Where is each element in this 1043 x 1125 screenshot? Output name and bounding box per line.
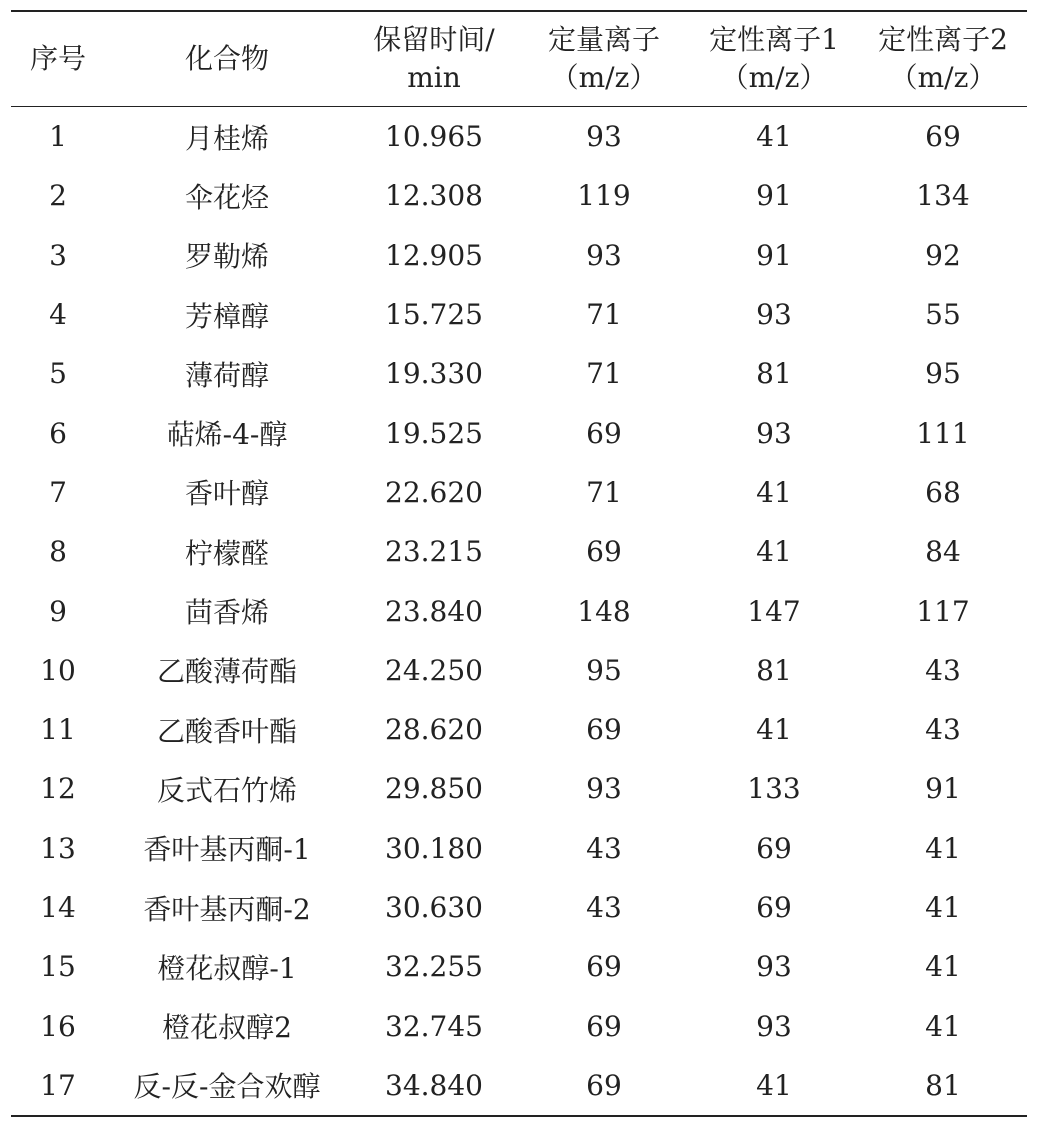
cell-compound: 香叶醇: [184, 477, 269, 511]
cell-compound: 薄荷醇: [184, 358, 269, 392]
header-retention-time-label: 保留时间/: [373, 23, 495, 56]
cell-index: 6: [49, 416, 67, 450]
cell-retention-time: 22.620: [385, 475, 483, 509]
table-row: [11, 641, 1027, 700]
cell-qual-ion-2: 41: [925, 831, 961, 865]
cell-retention-time: 10.965: [385, 120, 483, 154]
cell-qual-ion-2: 117: [916, 594, 970, 628]
cell-qual-ion-2: 111: [916, 416, 970, 450]
cell-qual-ion-1: 147: [747, 594, 801, 628]
cell-compound: 乙酸薄荷酯: [156, 655, 297, 689]
cell-quant-ion: 69: [586, 1009, 622, 1043]
table-row: [11, 759, 1027, 818]
table-row: [11, 700, 1027, 759]
cell-compound: 伞花烃: [184, 180, 269, 214]
header-cell-qual-ion-1: [689, 11, 859, 107]
cell-index: 14: [40, 891, 76, 924]
cell-quant-ion: 93: [586, 238, 622, 272]
table-row: [11, 878, 1027, 937]
cell-qual-ion-2: 81: [925, 1068, 961, 1102]
cell-retention-time: 24.250: [385, 653, 483, 687]
cell-retention-time: 19.330: [385, 357, 483, 391]
cell-compound: 反式石竹烯: [156, 773, 297, 807]
cell-quant-ion: 43: [586, 831, 622, 865]
cell-retention-time: 34.840: [385, 1068, 483, 1102]
header-cell-quant-ion: [519, 11, 689, 107]
cell-qual-ion-1: 41: [756, 535, 792, 569]
header-row: [11, 11, 1027, 107]
cell-retention-time: 30.630: [385, 891, 483, 924]
cell-quant-ion: 93: [586, 120, 622, 154]
cell-index: 2: [49, 179, 67, 213]
header-compound-label: 化合物: [184, 42, 269, 75]
cell-index: 5: [49, 357, 67, 391]
table-row: [11, 285, 1027, 344]
table-row: [11, 996, 1027, 1055]
cell-qual-ion-2: 84: [925, 535, 961, 569]
cell-qual-ion-2: 95: [925, 357, 961, 391]
header-index-label: 序号: [29, 42, 86, 75]
cell-retention-time: 29.850: [385, 772, 483, 806]
header-qual-ion-2-label: 定性离子2: [878, 23, 1008, 56]
cell-qual-ion-2: 68: [925, 475, 961, 509]
cell-qual-ion-1: 41: [756, 713, 792, 747]
cell-quant-ion: 69: [586, 713, 622, 747]
table-row: [11, 522, 1027, 581]
cell-retention-time: 30.180: [385, 831, 483, 865]
cell-qual-ion-2: 92: [925, 238, 961, 272]
cell-index: 3: [49, 238, 67, 272]
cell-quant-ion: 69: [586, 1068, 622, 1102]
cell-retention-time: 19.525: [385, 416, 483, 450]
table-row: [11, 581, 1027, 640]
cell-quant-ion: 119: [577, 179, 631, 213]
header-cell-compound: [105, 11, 349, 107]
header-retention-time-unit: min: [407, 61, 461, 94]
cell-compound: 香叶基丙酮-1: [143, 833, 311, 867]
cell-qual-ion-1: 41: [756, 475, 792, 509]
cell-qual-ion-1: 93: [756, 1009, 792, 1043]
header-quant-ion-label: 定量离子: [547, 23, 660, 56]
cell-index: 8: [49, 535, 67, 569]
cell-retention-time: 12.905: [385, 238, 483, 272]
cell-retention-time: 23.215: [385, 535, 483, 569]
cell-index: 12: [40, 772, 76, 806]
cell-qual-ion-2: 43: [925, 713, 961, 747]
cell-retention-time: 12.308: [385, 179, 483, 213]
cell-index: 7: [49, 475, 67, 509]
cell-quant-ion: 71: [586, 298, 622, 332]
cell-compound: 月桂烯: [184, 121, 269, 155]
cell-index: 13: [40, 831, 76, 865]
cell-index: 11: [40, 713, 76, 747]
cell-quant-ion: 148: [577, 594, 631, 628]
table-row: [11, 463, 1027, 522]
cell-retention-time: 23.840: [385, 594, 483, 628]
cell-compound: 柠檬醛: [184, 536, 269, 570]
table-header: [11, 11, 1027, 107]
cell-compound: 橙花叔醇-1: [157, 951, 297, 985]
table-row: [11, 937, 1027, 996]
cell-qual-ion-2: 41: [925, 891, 961, 924]
cell-quant-ion: 95: [586, 653, 622, 687]
cell-qual-ion-2: 134: [916, 179, 970, 213]
header-cell-qual-ion-2: [859, 11, 1027, 107]
cell-qual-ion-1: 93: [756, 416, 792, 450]
cell-qual-ion-1: 81: [756, 357, 792, 391]
cell-quant-ion: 69: [586, 950, 622, 984]
table-row: [11, 166, 1027, 225]
header-cell-index: [11, 11, 105, 107]
table-row: [11, 1056, 1027, 1116]
cell-compound: 芳樟醇: [184, 299, 269, 333]
cell-quant-ion: 71: [586, 357, 622, 391]
cell-quant-ion: 69: [586, 535, 622, 569]
cell-quant-ion: 43: [586, 891, 622, 924]
cell-compound: 橙花叔醇2: [162, 1011, 292, 1045]
cell-qual-ion-2: 55: [925, 298, 961, 332]
header-qual-ion-1-unit: （m/z）: [720, 61, 828, 94]
cell-index: 16: [40, 1009, 76, 1043]
cell-retention-time: 32.745: [385, 1009, 483, 1043]
cell-qual-ion-1: 69: [756, 891, 792, 924]
header-cell-retention-time: [349, 11, 519, 107]
compound-table: [11, 10, 1027, 1117]
cell-qual-ion-1: 133: [747, 772, 801, 806]
table-body: [11, 107, 1027, 1117]
cell-compound: 反-反-金合欢醇: [133, 1070, 321, 1104]
cell-compound: 香叶基丙酮-2: [143, 892, 311, 926]
table-row: [11, 344, 1027, 403]
cell-compound: 茴香烯: [184, 596, 269, 630]
cell-qual-ion-2: 69: [925, 120, 961, 154]
cell-qual-ion-1: 91: [756, 179, 792, 213]
cell-qual-ion-1: 69: [756, 831, 792, 865]
cell-retention-time: 28.620: [385, 713, 483, 747]
cell-compound: 乙酸香叶酯: [156, 714, 297, 748]
cell-retention-time: 15.725: [385, 298, 483, 332]
cell-qual-ion-1: 93: [756, 950, 792, 984]
cell-index: 1: [49, 120, 67, 154]
header-qual-ion-1-label: 定性离子1: [709, 23, 839, 56]
table-row: [11, 226, 1027, 285]
cell-qual-ion-2: 41: [925, 1009, 961, 1043]
cell-quant-ion: 93: [586, 772, 622, 806]
cell-index: 9: [49, 594, 67, 628]
cell-quant-ion: 69: [586, 416, 622, 450]
cell-qual-ion-1: 81: [756, 653, 792, 687]
cell-retention-time: 32.255: [385, 950, 483, 984]
cell-index: 4: [49, 298, 67, 332]
cell-qual-ion-2: 91: [925, 772, 961, 806]
cell-index: 15: [40, 950, 76, 984]
cell-qual-ion-1: 41: [756, 120, 792, 154]
cell-index: 17: [40, 1068, 76, 1102]
table-row: [11, 107, 1027, 167]
cell-qual-ion-1: 93: [756, 298, 792, 332]
cell-qual-ion-2: 43: [925, 653, 961, 687]
cell-qual-ion-1: 41: [756, 1068, 792, 1102]
cell-compound: 萜烯-4-醇: [166, 418, 288, 452]
cell-compound: 罗勒烯: [184, 240, 269, 274]
cell-quant-ion: 71: [586, 475, 622, 509]
cell-qual-ion-2: 41: [925, 950, 961, 984]
header-quant-ion-unit: （m/z）: [550, 61, 658, 94]
cell-index: 10: [40, 653, 76, 687]
header-qual-ion-2-unit: （m/z）: [889, 61, 997, 94]
table-row: [11, 819, 1027, 878]
table-row: [11, 403, 1027, 462]
cell-qual-ion-1: 91: [756, 238, 792, 272]
